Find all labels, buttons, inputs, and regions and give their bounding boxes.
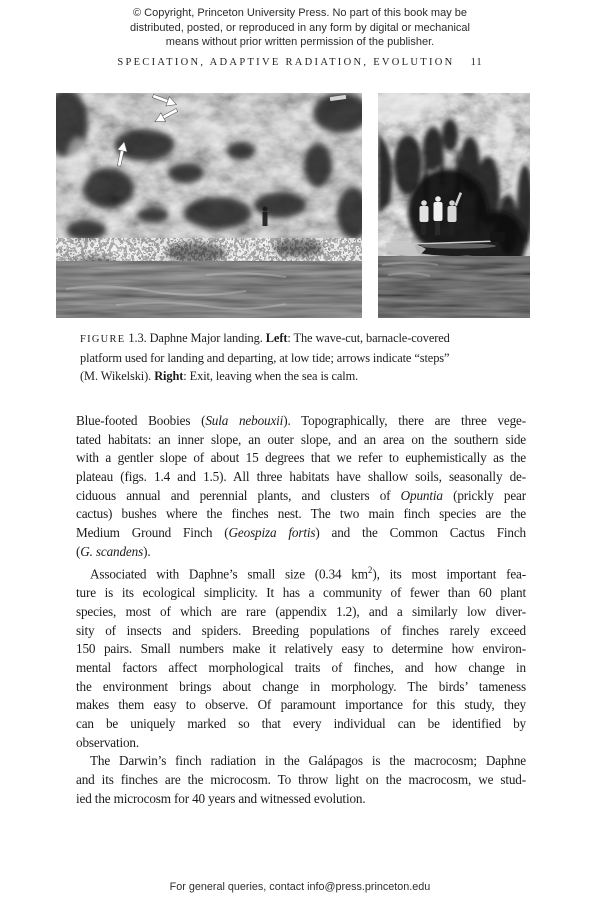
text-segment: ). Topographically, there are three vege- [283, 413, 526, 428]
body-line [76, 603, 526, 622]
copyright-notice [0, 6, 600, 50]
text-segment: : The wave-cut, barnacle-covered [287, 331, 450, 345]
footer-queries: For general queries, contact info@press.princeton.edu [169, 881, 431, 893]
text-segment: 2 [367, 565, 373, 576]
copyright-line: means without prior written permission of the publisher. [165, 36, 435, 49]
body-line [76, 640, 526, 659]
text-segment: tated habitats: an inner slope, an outer slope, and an area on the southern side [76, 431, 526, 447]
text-segment: Sula nebouxii [205, 413, 284, 428]
right-photo-exit-boat [378, 93, 530, 318]
text-segment: FIGURE [80, 334, 126, 345]
caption-line [80, 367, 530, 385]
body-line [76, 487, 526, 506]
text-segment: ). [143, 543, 151, 559]
text-segment: the environment brings about change in morphology. The birds’ tameness [76, 678, 526, 694]
running-head [0, 57, 600, 68]
text-segment: Opuntia [400, 487, 443, 503]
body-line [76, 734, 526, 753]
body-line [76, 543, 526, 562]
caption-line [80, 329, 530, 349]
text-segment: and its finches are the microcosm. To throw light on the macrocosm, we stud- [76, 771, 526, 787]
body-line [76, 790, 526, 809]
text-segment: Blue-footed Boobies ( [76, 413, 206, 428]
running-head-title: SPECIATION, ADAPTIVE RADIATION, EVOLUTION [117, 57, 455, 68]
text-segment: plateau (figs. 1.4 and 1.5). All three habitats have shallow soils, seasonally de- [76, 468, 526, 484]
text-segment: ( [76, 543, 81, 559]
text-segment: (M. Wikelski). [80, 369, 155, 383]
body-line [76, 561, 526, 584]
body-line [76, 524, 526, 543]
text-segment: 150 pairs. Small numbers make it relatively easy to determine how environ- [76, 641, 526, 657]
text-segment: G. scandens [80, 543, 144, 559]
body-line [76, 449, 526, 468]
text-segment: makes them easy to observe. Of paramount importance for this study, they [76, 697, 526, 713]
left-photo-landing [56, 93, 362, 318]
body-line [76, 622, 526, 641]
body-line [76, 678, 526, 697]
body-line [76, 505, 526, 524]
text-segment: ture is its ecological simplicity. It has a community of fewer than 60 plant [76, 585, 526, 601]
figure-caption [80, 329, 530, 385]
text-segment: ciduous annual and perennial plants, and clusters of [76, 487, 401, 503]
page-number: 11 [470, 57, 483, 68]
text-segment: mental factors affect morphological traits of finches, and how change in [76, 659, 526, 675]
text-segment: cactus) bushes where the finches nest. The two main finch species are the [76, 506, 526, 522]
text-segment: with a gentler slope of about 15 degrees that we refer to euphemistically as the [76, 450, 526, 466]
water-texture [56, 261, 362, 318]
text-segment: The Darwin’s finch radiation in the Galápagos is the macrocosm; Daphne [90, 753, 526, 769]
text-segment: 1.3. Daphne Major landing. [125, 331, 266, 345]
figure-photos [56, 93, 530, 318]
body-line [76, 431, 526, 450]
text-segment: Medium Ground Finch ( [76, 524, 229, 540]
text-segment: platform used for landing and departing, at low tide; arrows indicate “steps” [80, 351, 450, 365]
text-segment: sity of insects and spiders. Breeding populations of finches rarely exceed [76, 622, 526, 638]
body-line [76, 468, 526, 487]
text-segment: Right [154, 369, 184, 383]
water-texture [378, 256, 530, 318]
text-segment: can be uniquely marked so that every individual can be identified by [76, 715, 526, 731]
text-segment: Associated with Daphne’s small size (0.34 km [90, 566, 368, 582]
body-line [76, 715, 526, 734]
copyright-line: distributed, posted, or reproduced in any form by digital or mechanical [130, 21, 470, 34]
body-line [76, 584, 526, 603]
text-segment: : Exit, leaving when the sea is calm. [183, 369, 359, 383]
text-segment: ) and the Common Cactus Finch [315, 524, 527, 540]
text-segment: species, most of which are rare (appendix 1.2), and a similarly low diver- [76, 603, 526, 619]
text-segment: ied the microcosm for 40 years and witnessed evolution. [76, 790, 366, 806]
text-segment: ), its most important fea- [372, 566, 526, 582]
text-segment: Left [265, 331, 288, 345]
body-line [76, 659, 526, 678]
text-segment: Geospiza fortis [228, 524, 316, 540]
body-line [76, 412, 526, 431]
body-text [76, 412, 526, 808]
text-segment: (prickly pear [442, 487, 527, 503]
body-line [76, 696, 526, 715]
text-segment: observation. [76, 734, 140, 750]
landing-person-figure [263, 207, 268, 227]
body-line [76, 752, 526, 771]
caption-line [80, 349, 530, 367]
copyright-line: © Copyright, Princeton University Press. No part of this book may be [133, 7, 467, 19]
body-line [76, 771, 526, 790]
